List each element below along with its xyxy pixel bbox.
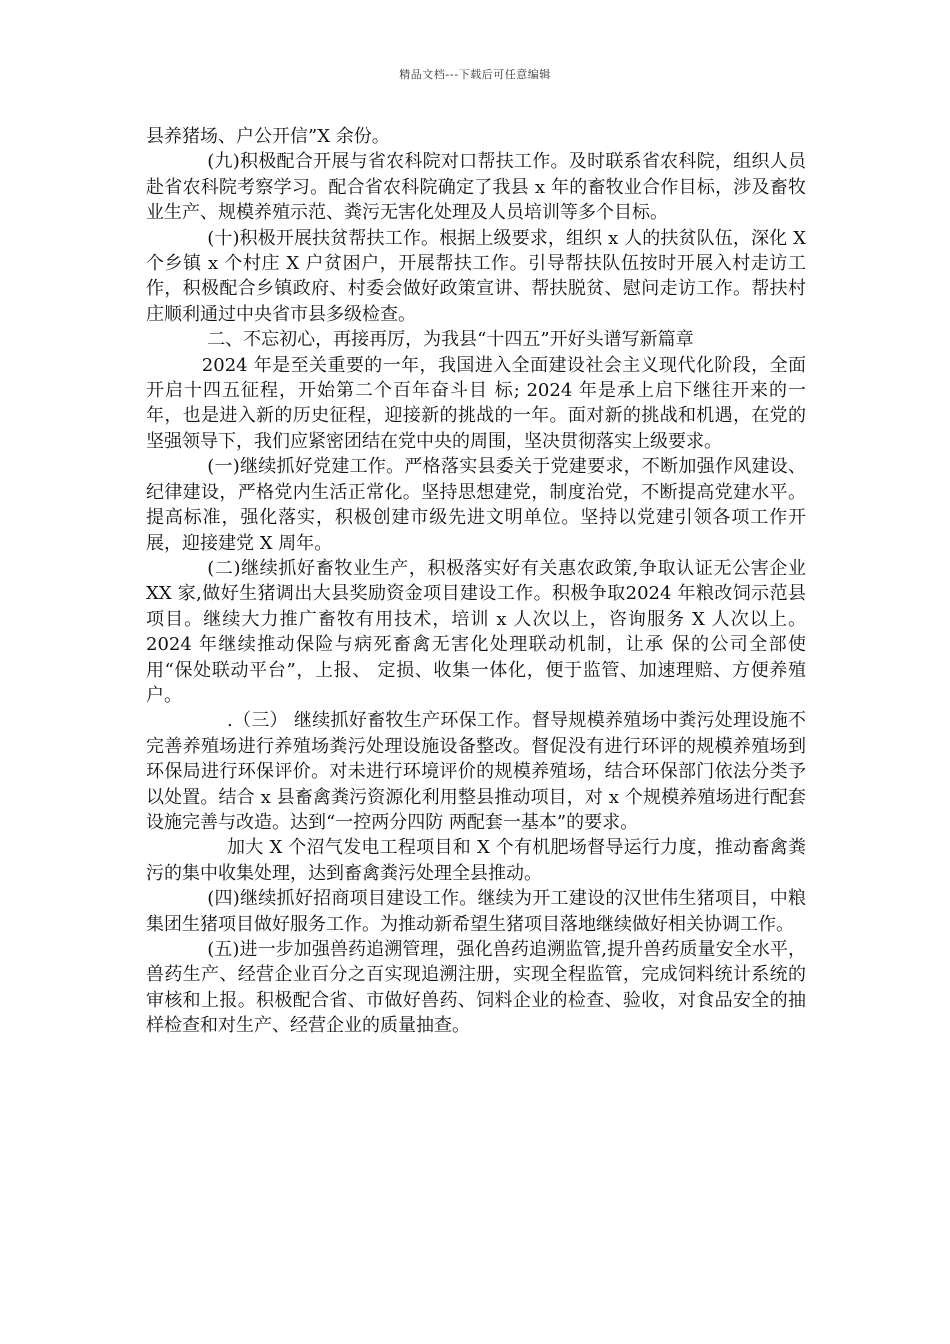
- paragraph-item-3: .（三） 继续抓好畜牧生产环保工作。督导规模养殖场中粪污处理设施不完善养殖场进行养殖场粪污处理设施设备整改。督促没有进行环评的规模养殖场到环保局进行环保评价。对未进行环境评价的规模养殖场，结合环保部门依法分类予以处置。结合 x 县畜禽粪污资源化利用整县推动项目，对 x 个规模养殖场进行配套设施完善与改造。达到“一控两分四防 两配套一基本”的要求。: [146, 710, 806, 833]
- paragraph-intro: 2024 年是至关重要的一年，我国进入全面建设社会主义现代化阶段，全面开启十四五征程，开始第二个百年奋斗目 标; 2024 年是承上启下继往开来的一年，也是进入新的历史征程，迎接新的挑战的一年。面对新的挑战和机遇，在党的坚强领导下，我们应紧密团结在党中央的周围，坚决贯彻落实上级要求。: [146, 354, 806, 452]
- paragraph-item-3-continued: 加大 X 个沼气发电工程项目和 X 个有机肥场督导运行力度，推动畜禽粪污的集中收集处理，达到畜禽粪污处理全县推动。: [146, 837, 806, 884]
- paragraph-continuation: 县养猪场、户公开信”X 余份。: [146, 126, 390, 147]
- paragraph-item-10: (十)积极开展扶贫帮扶工作。根据上级要求，组织 x 人的扶贫队伍，深化 X 个乡镇 x 个村庄 X 户贫困户，开展帮扶工作。引导帮扶队伍按时开展入村走访工作，积极配合乡镇政府、村委会做好政策宣讲、帮扶脱贫、慰问走访工作。帮扶村庄顺利通过中央省市县多级检查。: [146, 227, 806, 325]
- paragraph-item-1: (一)继续抓好党建工作。严格落实县委关于党建要求，不断加强作风建设、纪律建设，严格党内生活正常化。坚持思想建党，制度治党，不断提高党建水平。提高标准，强化落实，积极创建市级先进文明单位。坚持以党建引领各项工作开展，迎接建党 X 周年。: [146, 456, 806, 554]
- document-body: [146, 124, 806, 1039]
- page-header: 精品文档---下载后可任意编辑: [399, 68, 551, 81]
- section-heading: 二、不忘初心，再接再厉，为我县“十四五”开好头谱写新篇章: [207, 329, 694, 351]
- paragraph-item-2: (二)继续抓好畜牧业生产，积极落实好有关惠农政策,争取认证无公害企业 XX 家,做好生猪调出大县奖励资金项目建设工作。积极争取2024 年粮改饲示范县项目。继续大力推广畜牧有用技术，培训 x 人次以上，咨询服务 X 人次以上。2024 年继续推动保险与病死畜禽无害化处理联动机制，让承 保的公司全部使用“保处联动平台”，上报、 定损、收集一体化，便于监管、加速理赔、方便养殖户。: [146, 557, 806, 706]
- paragraph-item-5: (五)进一步加强兽药追溯管理，强化兽药追溯监管,提升兽药质量安全水平，兽药生产、经营企业百分之百实现追溯注册，实现全程监管，完成饲料统计系统的审核和上报。积极配合省、市做好兽药、饲料企业的检查、验收，对食品安全的抽样检查和对生产、经营企业的质量抽查。: [146, 939, 806, 1037]
- paragraph-item-4: (四)继续抓好招商项目建设工作。继续为开工建设的汉世伟生猪项目，中粮集团生猪项目做好服务工作。为推动新希望生猪项目落地继续做好相关协调工作。: [146, 888, 806, 935]
- paragraph-item-9: (九)积极配合开展与省农科院对口帮扶工作。及时联系省农科院，组织人员赴省农科院考察学习。配合省农科院确定了我县 x 年的畜牧业合作目标，涉及畜牧业生产、规模养殖示范、粪污无害化处理及人员培训等多个目标。: [146, 151, 806, 224]
